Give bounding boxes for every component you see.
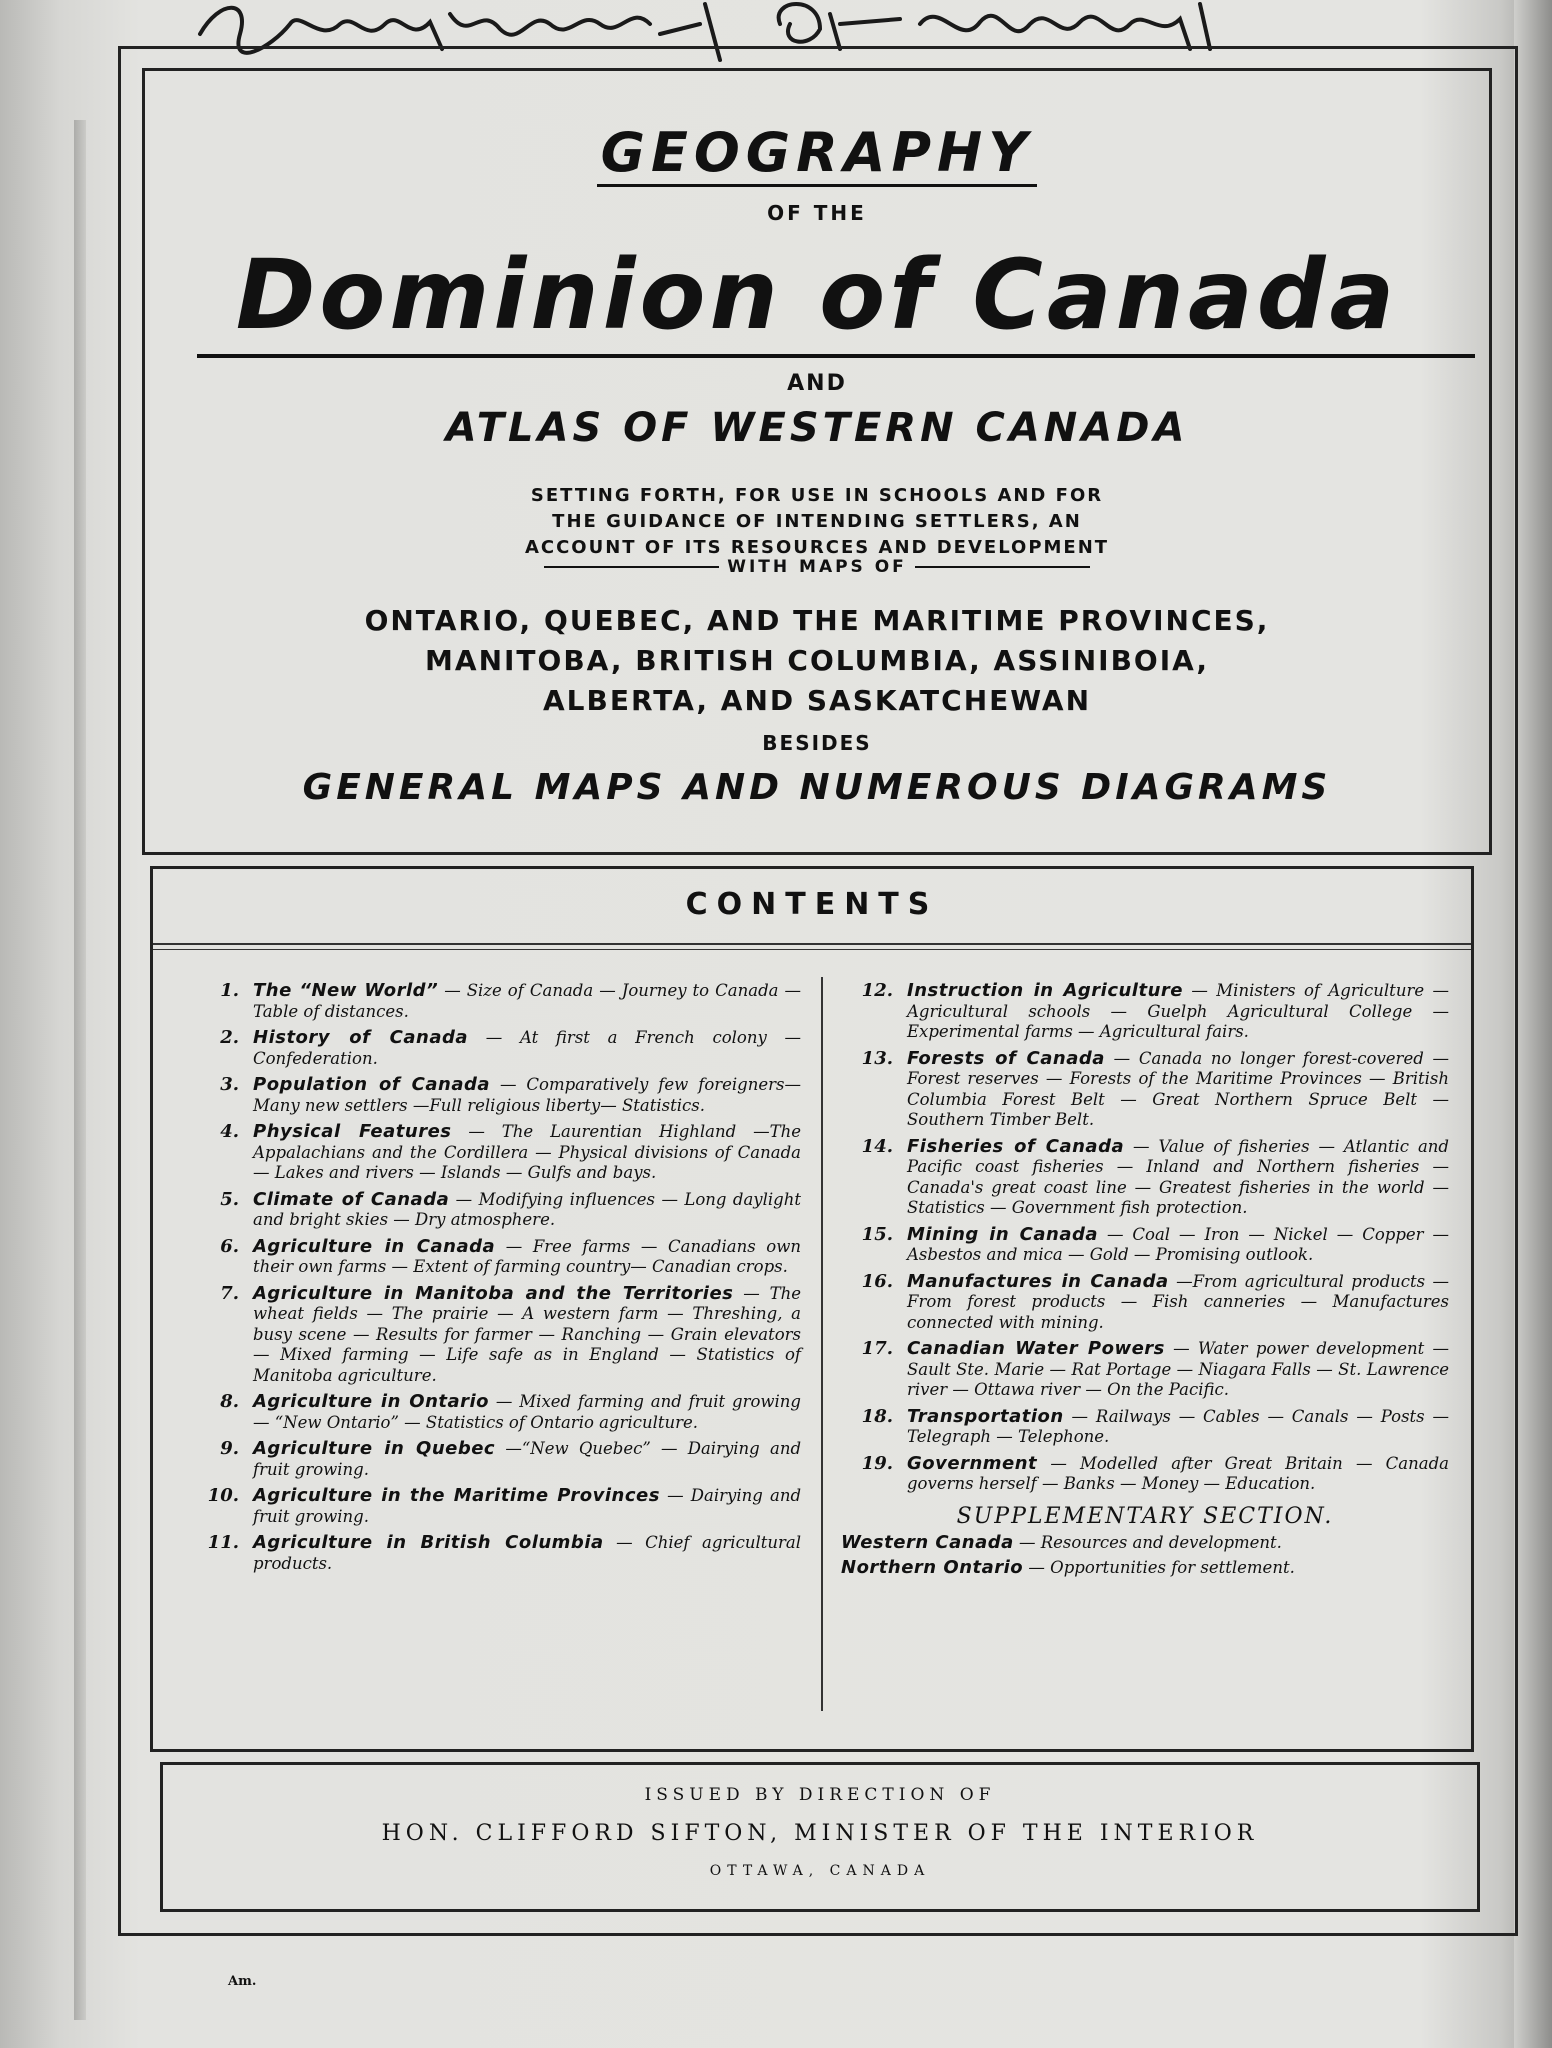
title-rule — [197, 354, 1475, 358]
binding-edge — [74, 120, 86, 2020]
contents-entry: 2. History of Canada — At first a French colony — Confederation. — [220, 1027, 802, 1068]
contents-entry: 15. Mining in Canada — Coal — Iron — Nickel — Copper — Asbestos and mica — Gold — Promising outlook. — [861, 1223, 1449, 1264]
contents-entry: 6. Agriculture in Canada — Free farms — Canadians own their own farms — Extent of farming country— Canadian crops. — [220, 1235, 801, 1276]
with-maps-of-label: WITH MAPS OF — [727, 557, 907, 577]
contents-entry: 18. Transportation — Railways — Cables — Canals — Posts — Telegraph — Telephone. — [861, 1405, 1449, 1446]
contents-entry: 1. The “New World” — Size of Canada — Journey to Canada — Table of distances. — [220, 980, 802, 1021]
contents-entry: 8. Agriculture in Ontario — Mixed farming and fruit growing — “New Ontario” — Statistics of Ontario agriculture. — [220, 1391, 801, 1432]
issued-place: OTTAWA, CANADA — [709, 1863, 931, 1879]
title-and: AND — [787, 371, 847, 396]
title-general: GENERAL MAPS AND NUMEROUS DIAGRAMS — [302, 767, 1332, 808]
footer-mark: Am. — [228, 1974, 257, 1989]
title-geography: GEOGRAPHY — [597, 121, 1038, 187]
contents-entry: 17. Canadian Water Powers — Water power development — Sault Ste. Marie — Rat Portage — Niagara Falls — St. Lawrence river — Ottawa river — On the Pacific. — [861, 1338, 1449, 1399]
issued-box — [160, 1762, 1480, 1912]
contents-right-column — [841, 981, 1449, 1582]
contents-entry: 10. Agriculture in the Maritime Provinces — Dairying and fruit growing. — [207, 1485, 802, 1526]
title-atlas: ATLAS OF WESTERN CANADA — [445, 405, 1189, 451]
contents-entry: 19. Government — Modelled after Great Britain — Canada governs herself — Banks — Money — Education. — [861, 1452, 1449, 1493]
contents-entry: 16. Manufactures in Canada —From agricultural products — From forest products — Fish canneries — Manufactures connected with mining. — [861, 1270, 1449, 1332]
title-box — [142, 68, 1492, 855]
setting-line: ACCOUNT OF ITS RESOURCES AND DEVELOPMENT — [524, 537, 1110, 558]
page-right-edge — [1514, 0, 1552, 2048]
with-maps-of — [145, 557, 1489, 577]
supplementary-heading: SUPPLEMENTARY SECTION. — [956, 1503, 1334, 1529]
provinces-list — [145, 601, 1489, 721]
contents-entry: 9. Agriculture in Quebec —“New Quebec” — Dairying and fruit growing. — [220, 1438, 802, 1479]
supplementary-entry: Western Canada — Resources and development. — [841, 1532, 1282, 1553]
contents-entry: 5. Climate of Canada — Modifying influences — Long daylight and bright skies — Dry atmosphere. — [220, 1188, 802, 1229]
setting-line: THE GUIDANCE OF INTENDING SETTLERS, AN — [552, 511, 1082, 532]
setting-forth-text — [145, 483, 1489, 561]
contents-entry: 11. Agriculture in British Columbia — Chief agricultural products. — [207, 1532, 801, 1573]
title-dominion: Dominion of Canada — [235, 239, 1399, 351]
contents-left-column — [187, 981, 801, 1580]
provinces-line: MANITOBA, BRITISH COLUMBIA, ASSINIBOIA, — [425, 644, 1209, 677]
supplementary-entry: Northern Ontario — Opportunities for settlement. — [841, 1556, 1295, 1578]
column-divider — [821, 977, 823, 1711]
issued-minister: HON. CLIFFORD SIFTON, MINISTER OF THE INTERIOR — [381, 1821, 1259, 1846]
title-besides: BESIDES — [762, 731, 872, 755]
contents-box — [150, 866, 1474, 1752]
contents-entry: 13. Forests of Canada — Canada no longer forest-covered — Forest reserves — Forests of the Maritime Provinces — British Columbia Forest Belt — Great Northern Spruce Belt — Southern Timber Belt. — [861, 1047, 1449, 1129]
title-of-the: OF THE — [767, 201, 867, 225]
contents-heading: CONTENTS — [685, 887, 939, 922]
contents-entry: 7. Agriculture in Manitoba and the Territories — The wheat fields — The prairie — A western farm — Threshing, a busy scene — Results for farmer — Ranching — Grain elevators — Mixed farming — Life safe as in England — Statistics of Manitoba agriculture. — [220, 1282, 801, 1385]
contents-rule — [153, 949, 1471, 950]
contents-rule — [153, 943, 1471, 945]
provinces-line: ALBERTA, AND SASKATCHEWAN — [542, 684, 1091, 717]
contents-entry: 12. Instruction in Agriculture — Ministers of Agriculture — Agricultural schools — Guelph Agricultural College — Experimental farms — Agricultural fairs. — [861, 980, 1449, 1041]
provinces-line: ONTARIO, QUEBEC, AND THE MARITIME PROVINCES, — [364, 604, 1270, 637]
contents-entry: 3. Population of Canada — Comparatively few foreigners—Many new settlers —Full religious liberty— Statistics. — [220, 1074, 801, 1115]
issued-line: ISSUED BY DIRECTION OF — [644, 1785, 996, 1805]
contents-entry: 4. Physical Features — The Laurentian Highland —The Appalachians and the Cordillera — Physical divisions of Canada — Lakes and rivers — Islands — Gulfs and bays. — [220, 1121, 801, 1182]
setting-line: SETTING FORTH, FOR USE IN SCHOOLS AND FOR — [530, 485, 1104, 506]
contents-entry: 14. Fisheries of Canada — Value of fisheries — Atlantic and Pacific coast fisheries — Inland and Northern fisheries — Canada's great coast line — Greatest fisheries in the world — Statistics — Government fish protection. — [861, 1135, 1449, 1217]
